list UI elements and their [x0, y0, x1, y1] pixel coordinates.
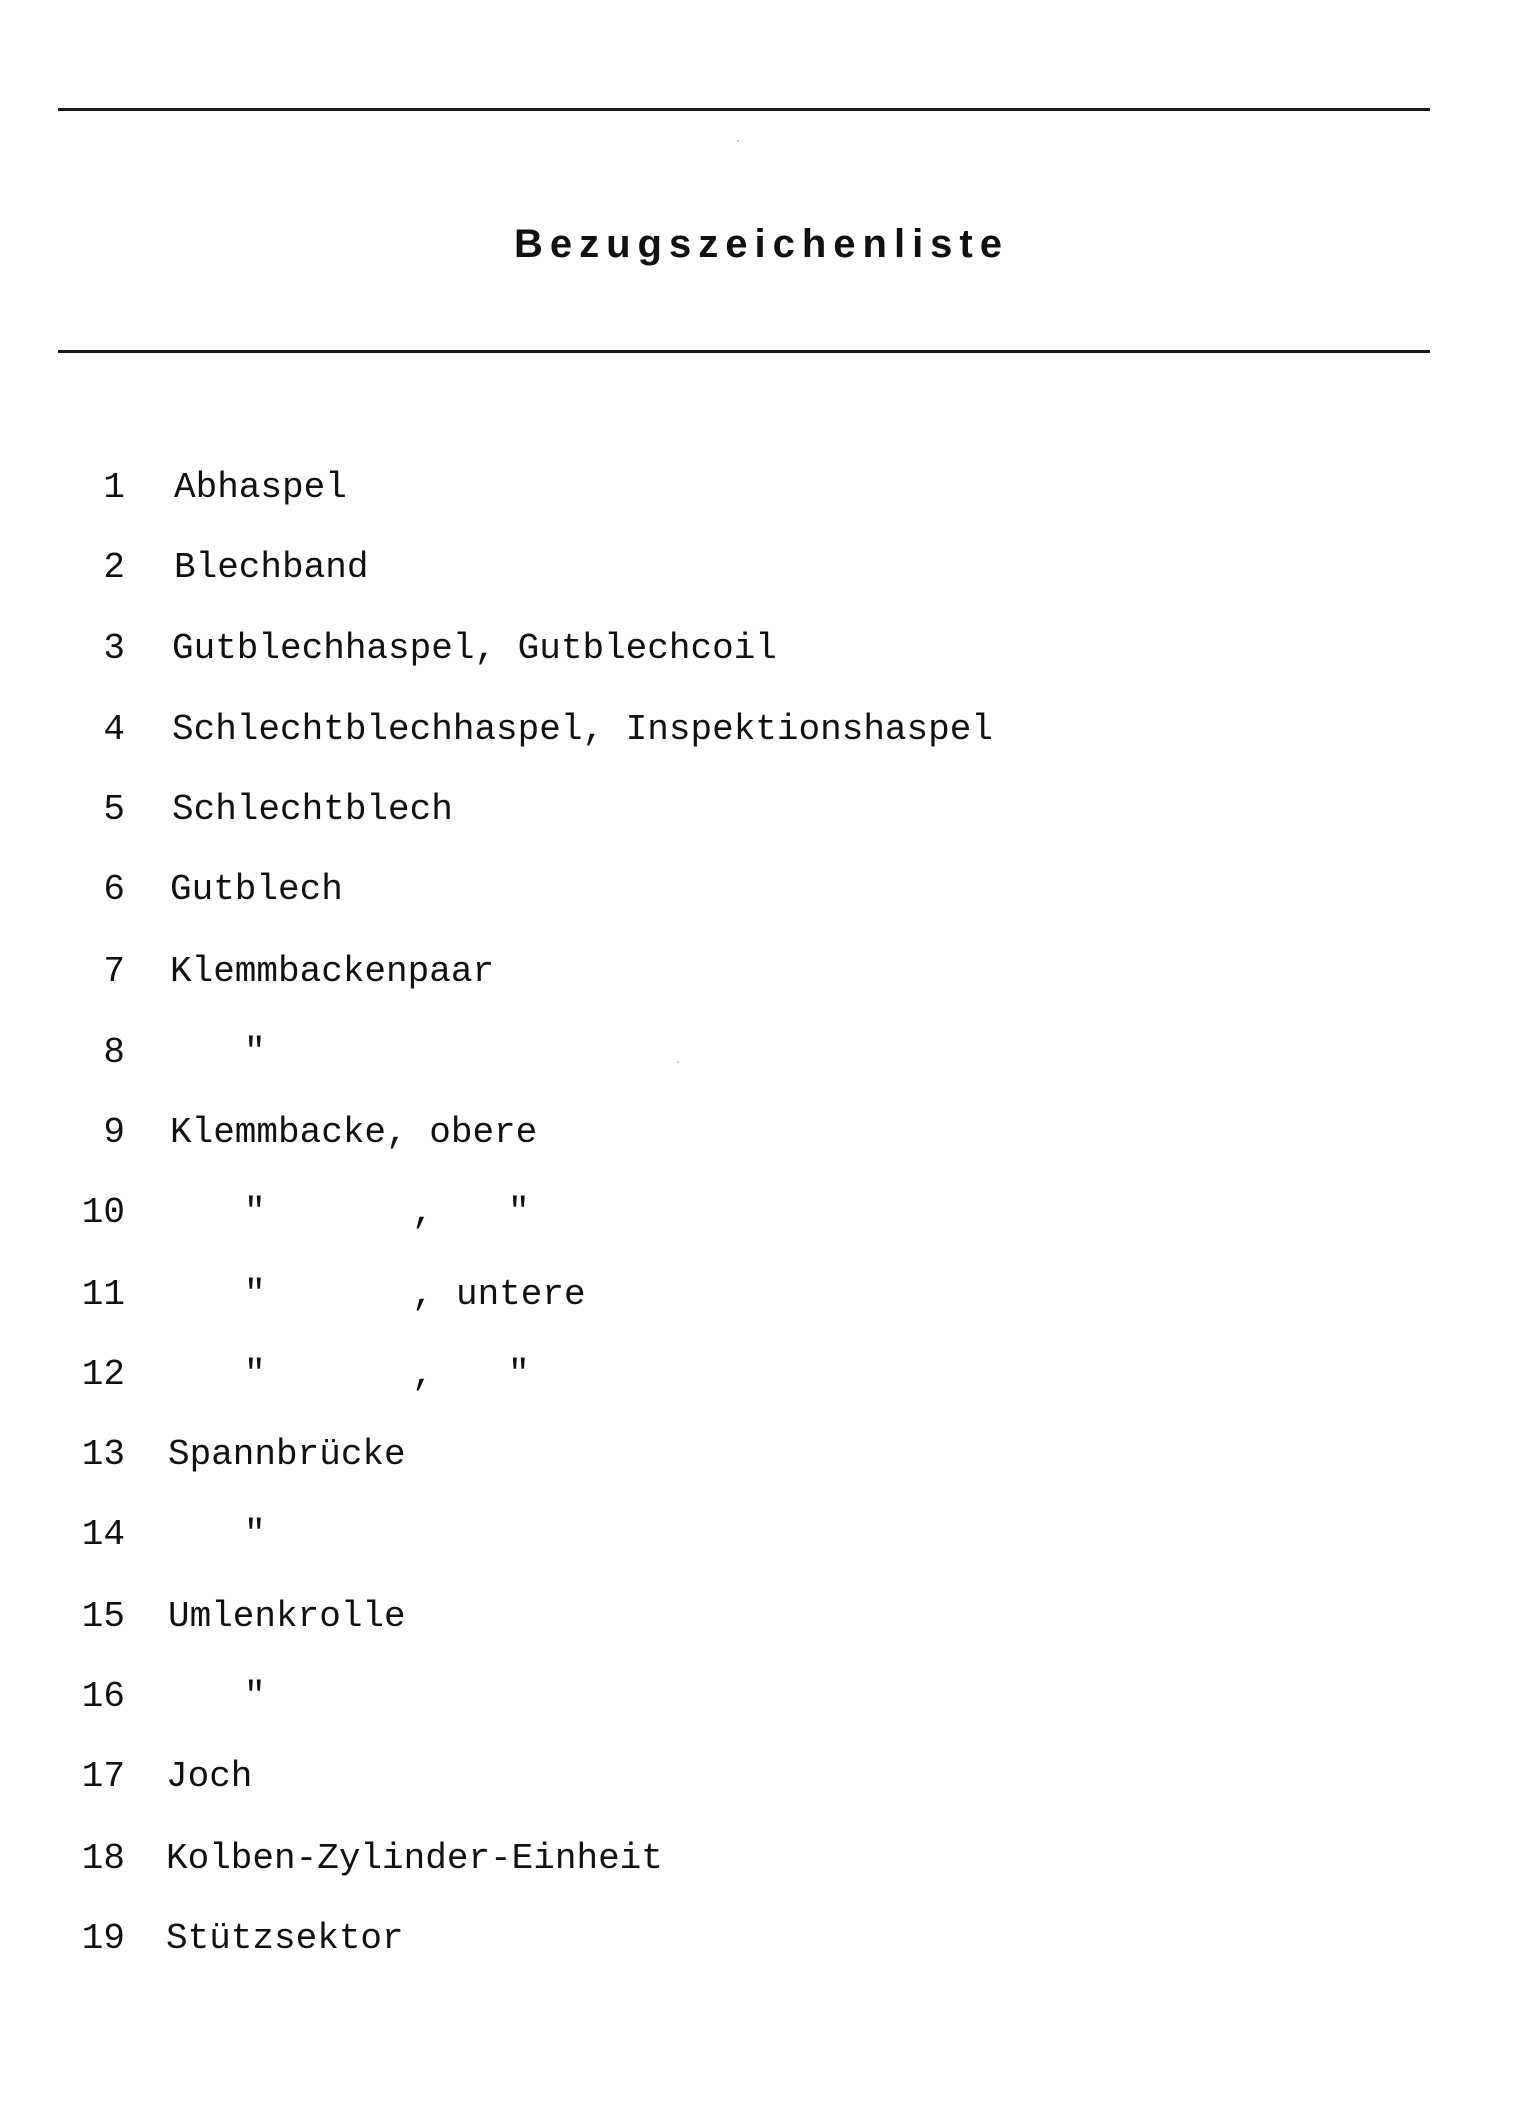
list-item	[0, 705, 993, 755]
entry-text: Klemmbacke, obere	[170, 1112, 538, 1153]
entry-number: 9	[103, 1112, 125, 1153]
entry-number: 2	[103, 547, 125, 588]
list-item	[0, 1188, 530, 1238]
entry-text: Abhaspel	[174, 467, 347, 508]
list-item	[0, 1672, 266, 1722]
entry-text: Stützsektor	[166, 1918, 404, 1959]
ditto-mark: "	[244, 1354, 266, 1395]
entry-number: 16	[81, 1676, 125, 1717]
ditto-mark: "	[244, 1274, 266, 1315]
entry-text: Joch	[166, 1756, 253, 1797]
ditto-mark: "	[244, 1676, 266, 1717]
list-item	[0, 785, 453, 835]
entry-text: Umlenkrolle	[168, 1596, 406, 1637]
list-item	[0, 947, 495, 997]
list-item	[0, 1270, 586, 1320]
entry-number: 7	[103, 951, 125, 992]
entry-number: 12	[81, 1354, 125, 1395]
comma-mark: ,	[412, 1274, 434, 1315]
entry-number: 11	[81, 1274, 125, 1315]
entry-number: 17	[81, 1756, 125, 1797]
list-item	[0, 1430, 406, 1480]
entry-text: untere	[456, 1274, 586, 1315]
list-item	[0, 1028, 266, 1078]
top-rule	[58, 108, 1430, 111]
entry-number: 18	[81, 1838, 125, 1879]
entry-number: 1	[103, 467, 125, 508]
list-item	[0, 1752, 253, 1802]
ditto-mark: "	[244, 1514, 266, 1555]
list-item	[0, 1834, 663, 1884]
scan-speck	[677, 1061, 679, 1063]
list-item	[0, 1350, 530, 1400]
scan-speck	[737, 140, 739, 142]
comma-mark: ,	[412, 1354, 434, 1395]
entry-text: Gutblech	[170, 869, 343, 910]
list-item	[0, 865, 343, 915]
bottom-rule	[58, 350, 1430, 353]
entry-text: Klemmbackenpaar	[170, 951, 495, 992]
entry-number: 5	[103, 789, 125, 830]
entry-number: 13	[81, 1434, 125, 1475]
entry-number: 8	[103, 1032, 125, 1073]
list-item	[0, 1914, 404, 1964]
entry-text: Schlechtblech	[172, 789, 453, 830]
comma-mark: ,	[412, 1192, 434, 1233]
list-item	[0, 1592, 406, 1642]
ditto-mark: "	[244, 1032, 266, 1073]
entry-text: Gutblechhaspel, Gutblechcoil	[172, 628, 777, 669]
list-item	[0, 1108, 538, 1158]
ditto-mark: "	[244, 1192, 266, 1233]
list-item	[0, 543, 369, 593]
entry-number: 15	[81, 1596, 125, 1637]
list-item	[0, 463, 347, 513]
entry-number: 10	[81, 1192, 125, 1233]
ditto-mark: "	[508, 1354, 530, 1395]
entry-number: 4	[103, 709, 125, 750]
entry-text: Schlechtblechhaspel, Inspektionshaspel	[172, 709, 993, 750]
entry-text: Kolben-Zylinder-Einheit	[166, 1838, 663, 1879]
entry-number: 6	[103, 869, 125, 910]
page-title: Bezugszeichenliste	[513, 222, 1009, 266]
entry-text: Blechband	[174, 547, 369, 588]
entry-text: Spannbrücke	[168, 1434, 406, 1475]
entry-number: 14	[81, 1514, 125, 1555]
entry-number: 19	[81, 1918, 125, 1959]
entry-number: 3	[103, 628, 125, 669]
ditto-mark: "	[508, 1192, 530, 1233]
list-item	[0, 624, 777, 674]
list-item	[0, 1510, 266, 1560]
